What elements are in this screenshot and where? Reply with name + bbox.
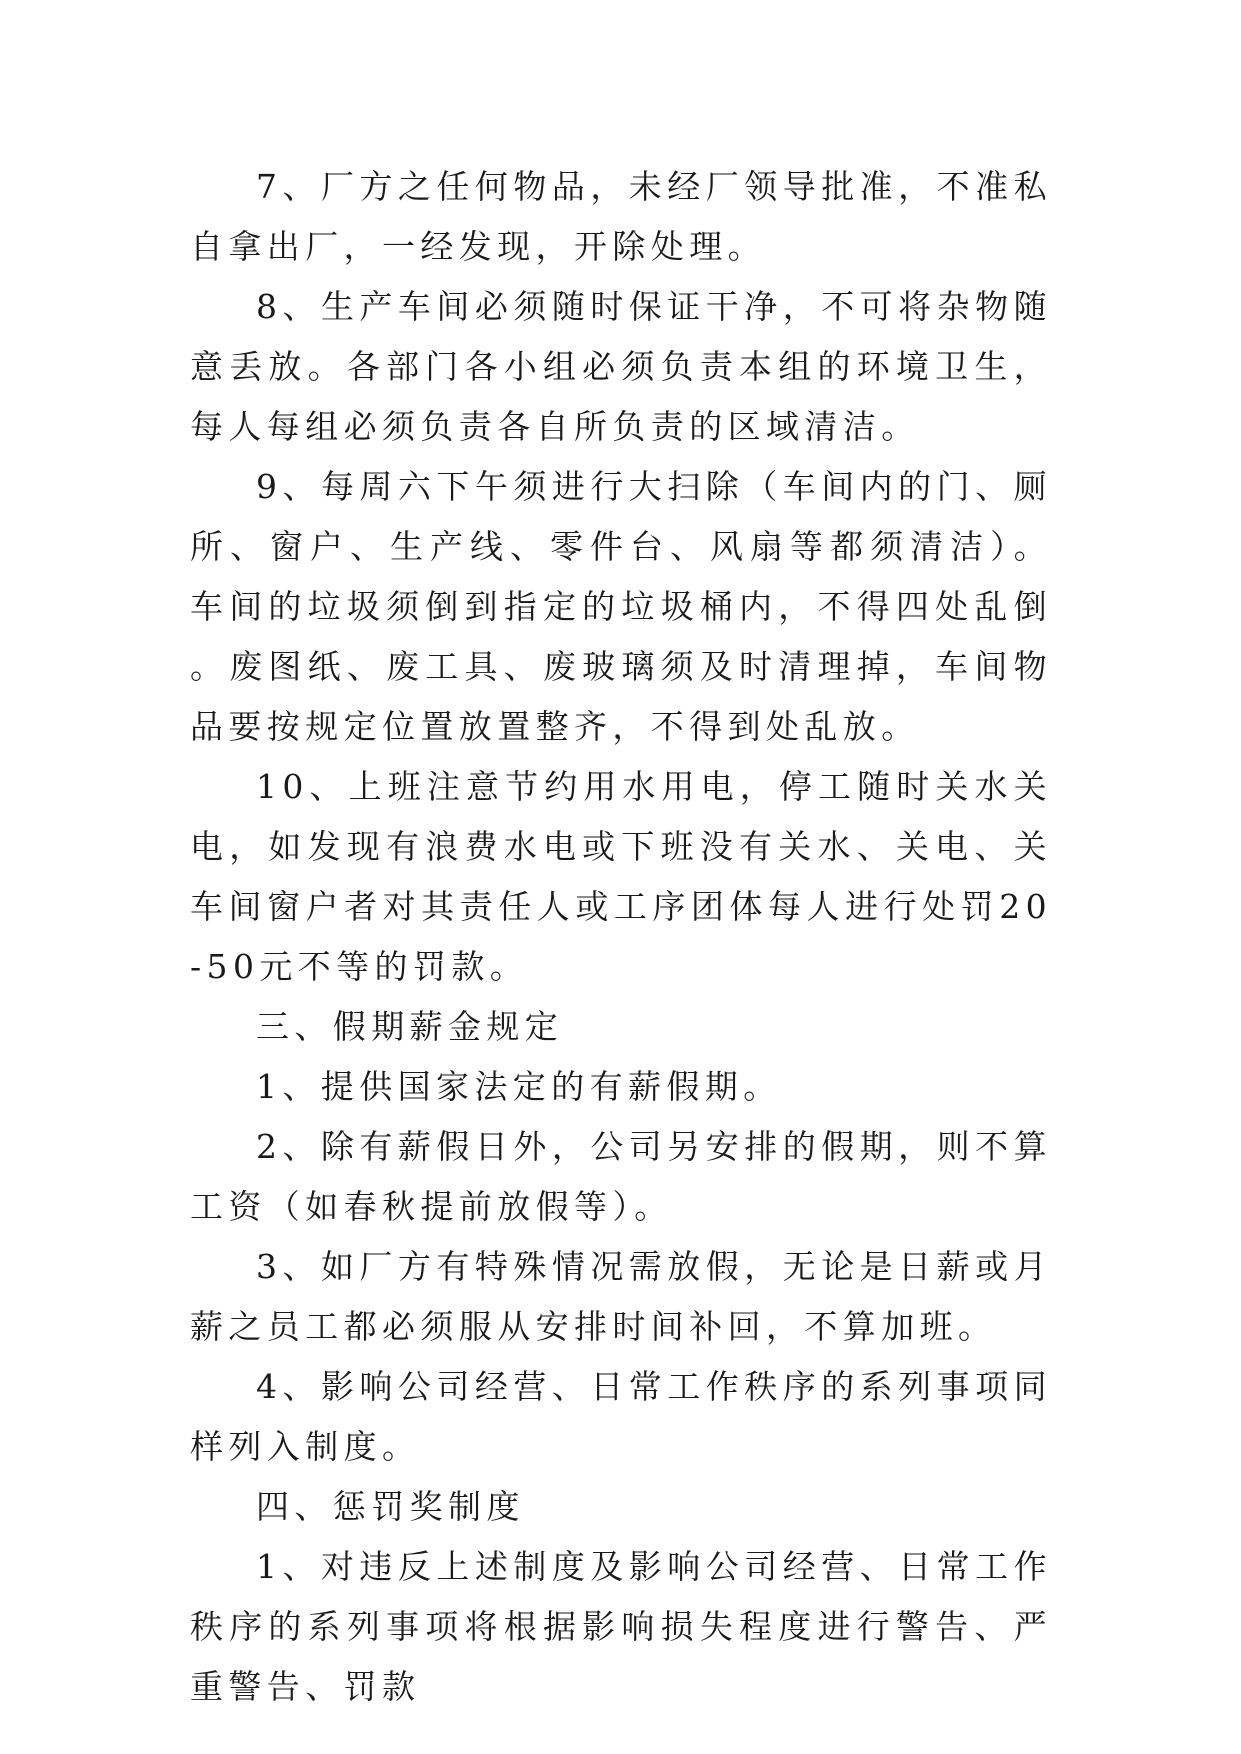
section-heading-3: 三、假期薪金规定 [256, 1007, 564, 1046]
paragraph-9: 9、每周六下午须进行大扫除（车间内的门、厕所、窗户、生产线、零件台、风扇等都须清洁）。车间的垃圾须倒到指定的垃圾桶内，不得四处乱倒。废图纸、废工具、废玻璃须及时清理掉，车间物品要按规定位置放置整齐，不得到处乱放。 [190, 467, 1052, 746]
paragraph-8: 8、生产车间必须随时保证干净，不可将杂物随意丢放。各部门各小组必须负责本组的环境卫生，每人每组必须负责各自所负责的区域清洁。 [190, 287, 1052, 446]
section-heading-4: 四、惩罚奖制度 [256, 1487, 525, 1526]
paragraph-4-1: 1、对违反上述制度及影响公司经营、日常工作秩序的系列事项将根据影响损失程度进行警告、严重警告、罚款 [190, 1547, 1052, 1706]
paragraph-7: 7、厂方之任何物品，未经厂领导批准，不准私自拿出厂，一经发现，开除处理。 [190, 167, 1052, 266]
paragraph-10: 10、上班注意节约用水用电，停工随时关水关电，如发现有浪费水电或下班没有关水、关电、关车间窗户者对其责任人或工序团体每人进行处罚20-50元不等的罚款。 [190, 767, 1052, 986]
paragraph-3-3: 3、如厂方有特殊情况需放假，无论是日薪或月薪之员工都必须服从安排时间补回，不算加班。 [190, 1247, 1052, 1346]
paragraph-3-1: 1、提供国家法定的有薪假期。 [256, 1067, 782, 1106]
paragraph-3-4: 4、影响公司经营、日常工作秩序的系列事项同样列入制度。 [190, 1367, 1052, 1466]
document-body [190, 157, 1052, 1717]
paragraph-3-2: 2、除有薪假日外，公司另安排的假期，则不算工资（如春秋提前放假等）。 [190, 1127, 1052, 1226]
